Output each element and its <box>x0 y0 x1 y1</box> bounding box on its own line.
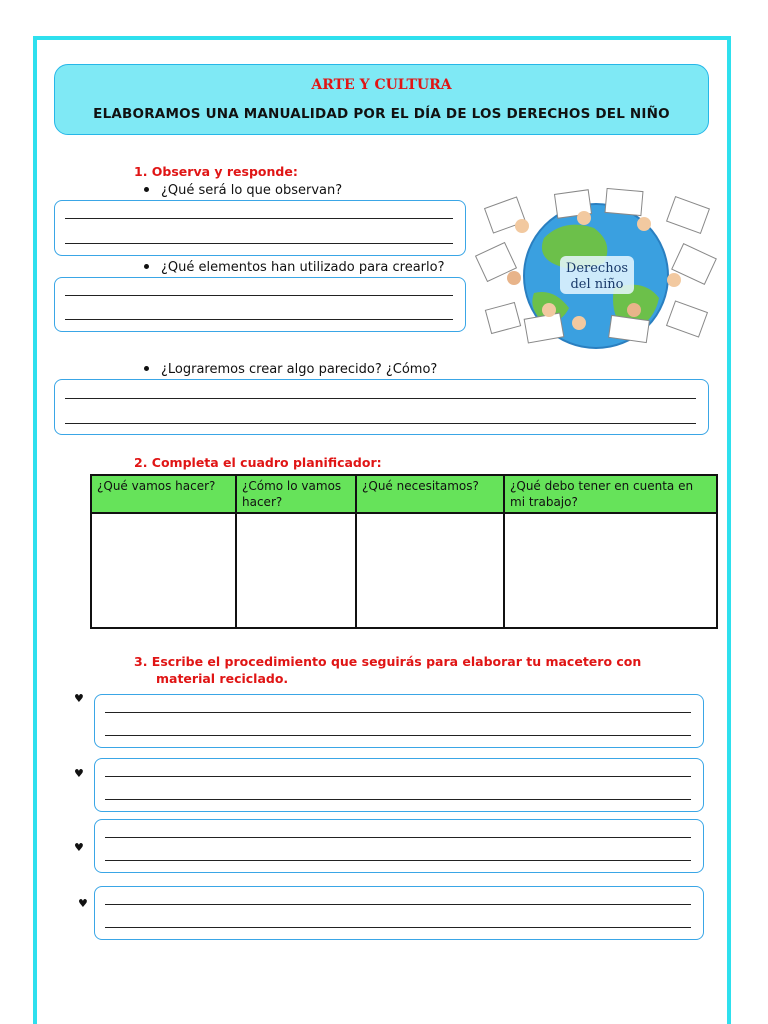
heart-icon: ♥ <box>74 692 84 705</box>
planner-cell[interactable] <box>356 513 504 628</box>
planner-cell[interactable] <box>91 513 236 628</box>
heart-icon: ♥ <box>74 767 84 780</box>
answer-line <box>105 927 691 928</box>
step-box-2[interactable] <box>94 758 704 812</box>
answer-line <box>65 218 453 219</box>
planner-answer-row <box>91 513 717 628</box>
planner-table <box>90 474 718 629</box>
bullet-icon <box>144 187 149 192</box>
step-box-4[interactable] <box>94 886 704 940</box>
planner-header-row <box>91 475 717 513</box>
answer-line <box>65 423 696 424</box>
answer-line <box>105 776 691 777</box>
lesson-title: ELABORAMOS UNA MANUALIDAD POR EL DÍA DE LOS DERECHOS DEL NIÑO <box>93 106 670 122</box>
bullet-icon <box>144 264 149 269</box>
answer-line <box>65 295 453 296</box>
section3-heading-line1: 3. Escribe el procedimiento que seguirás para elaborar tu macetero con <box>134 654 642 669</box>
col-header: ¿Qué necesitamos? <box>356 475 504 513</box>
section1-heading: 1. Observa y responde: <box>134 164 298 179</box>
col-header: ¿Cómo lo vamos hacer? <box>236 475 356 513</box>
question-1-text: ¿Qué será lo que observan? <box>161 183 343 198</box>
answer-box-1[interactable] <box>54 200 466 256</box>
planner-cell[interactable] <box>504 513 717 628</box>
answer-line <box>65 319 453 320</box>
childrens-rights-illustration <box>474 188 718 350</box>
poster-title-line2: del niño <box>570 277 624 292</box>
header-banner <box>54 64 709 135</box>
question-2 <box>144 260 445 275</box>
bullet-icon <box>144 366 149 371</box>
question-3-text: ¿Lograremos crear algo parecido? ¿Cómo? <box>161 362 438 377</box>
question-2-text: ¿Qué elementos han utilizado para crearlo? <box>161 260 445 275</box>
answer-box-3[interactable] <box>54 379 709 435</box>
answer-line <box>105 799 691 800</box>
section2-heading: 2. Completa el cuadro planificador: <box>134 455 382 470</box>
answer-line <box>65 243 453 244</box>
answer-line <box>105 735 691 736</box>
answer-line <box>105 860 691 861</box>
col-header: ¿Qué debo tener en cuenta en mi trabajo? <box>504 475 717 513</box>
answer-line <box>105 837 691 838</box>
planner-cell[interactable] <box>236 513 356 628</box>
section3-heading-line2: material reciclado. <box>156 671 289 686</box>
step-box-3[interactable] <box>94 819 704 873</box>
poster-title-line1: Derechos <box>565 261 629 276</box>
question-1 <box>144 183 342 198</box>
question-3 <box>144 362 437 377</box>
col-header: ¿Qué vamos hacer? <box>91 475 236 513</box>
answer-line <box>105 904 691 905</box>
heart-icon: ♥ <box>78 897 88 910</box>
step-box-1[interactable] <box>94 694 704 748</box>
answer-line <box>65 398 696 399</box>
answer-line <box>105 712 691 713</box>
course-title: ARTE Y CULTURA <box>311 77 452 93</box>
heart-icon: ♥ <box>74 841 84 854</box>
answer-box-2[interactable] <box>54 277 466 332</box>
